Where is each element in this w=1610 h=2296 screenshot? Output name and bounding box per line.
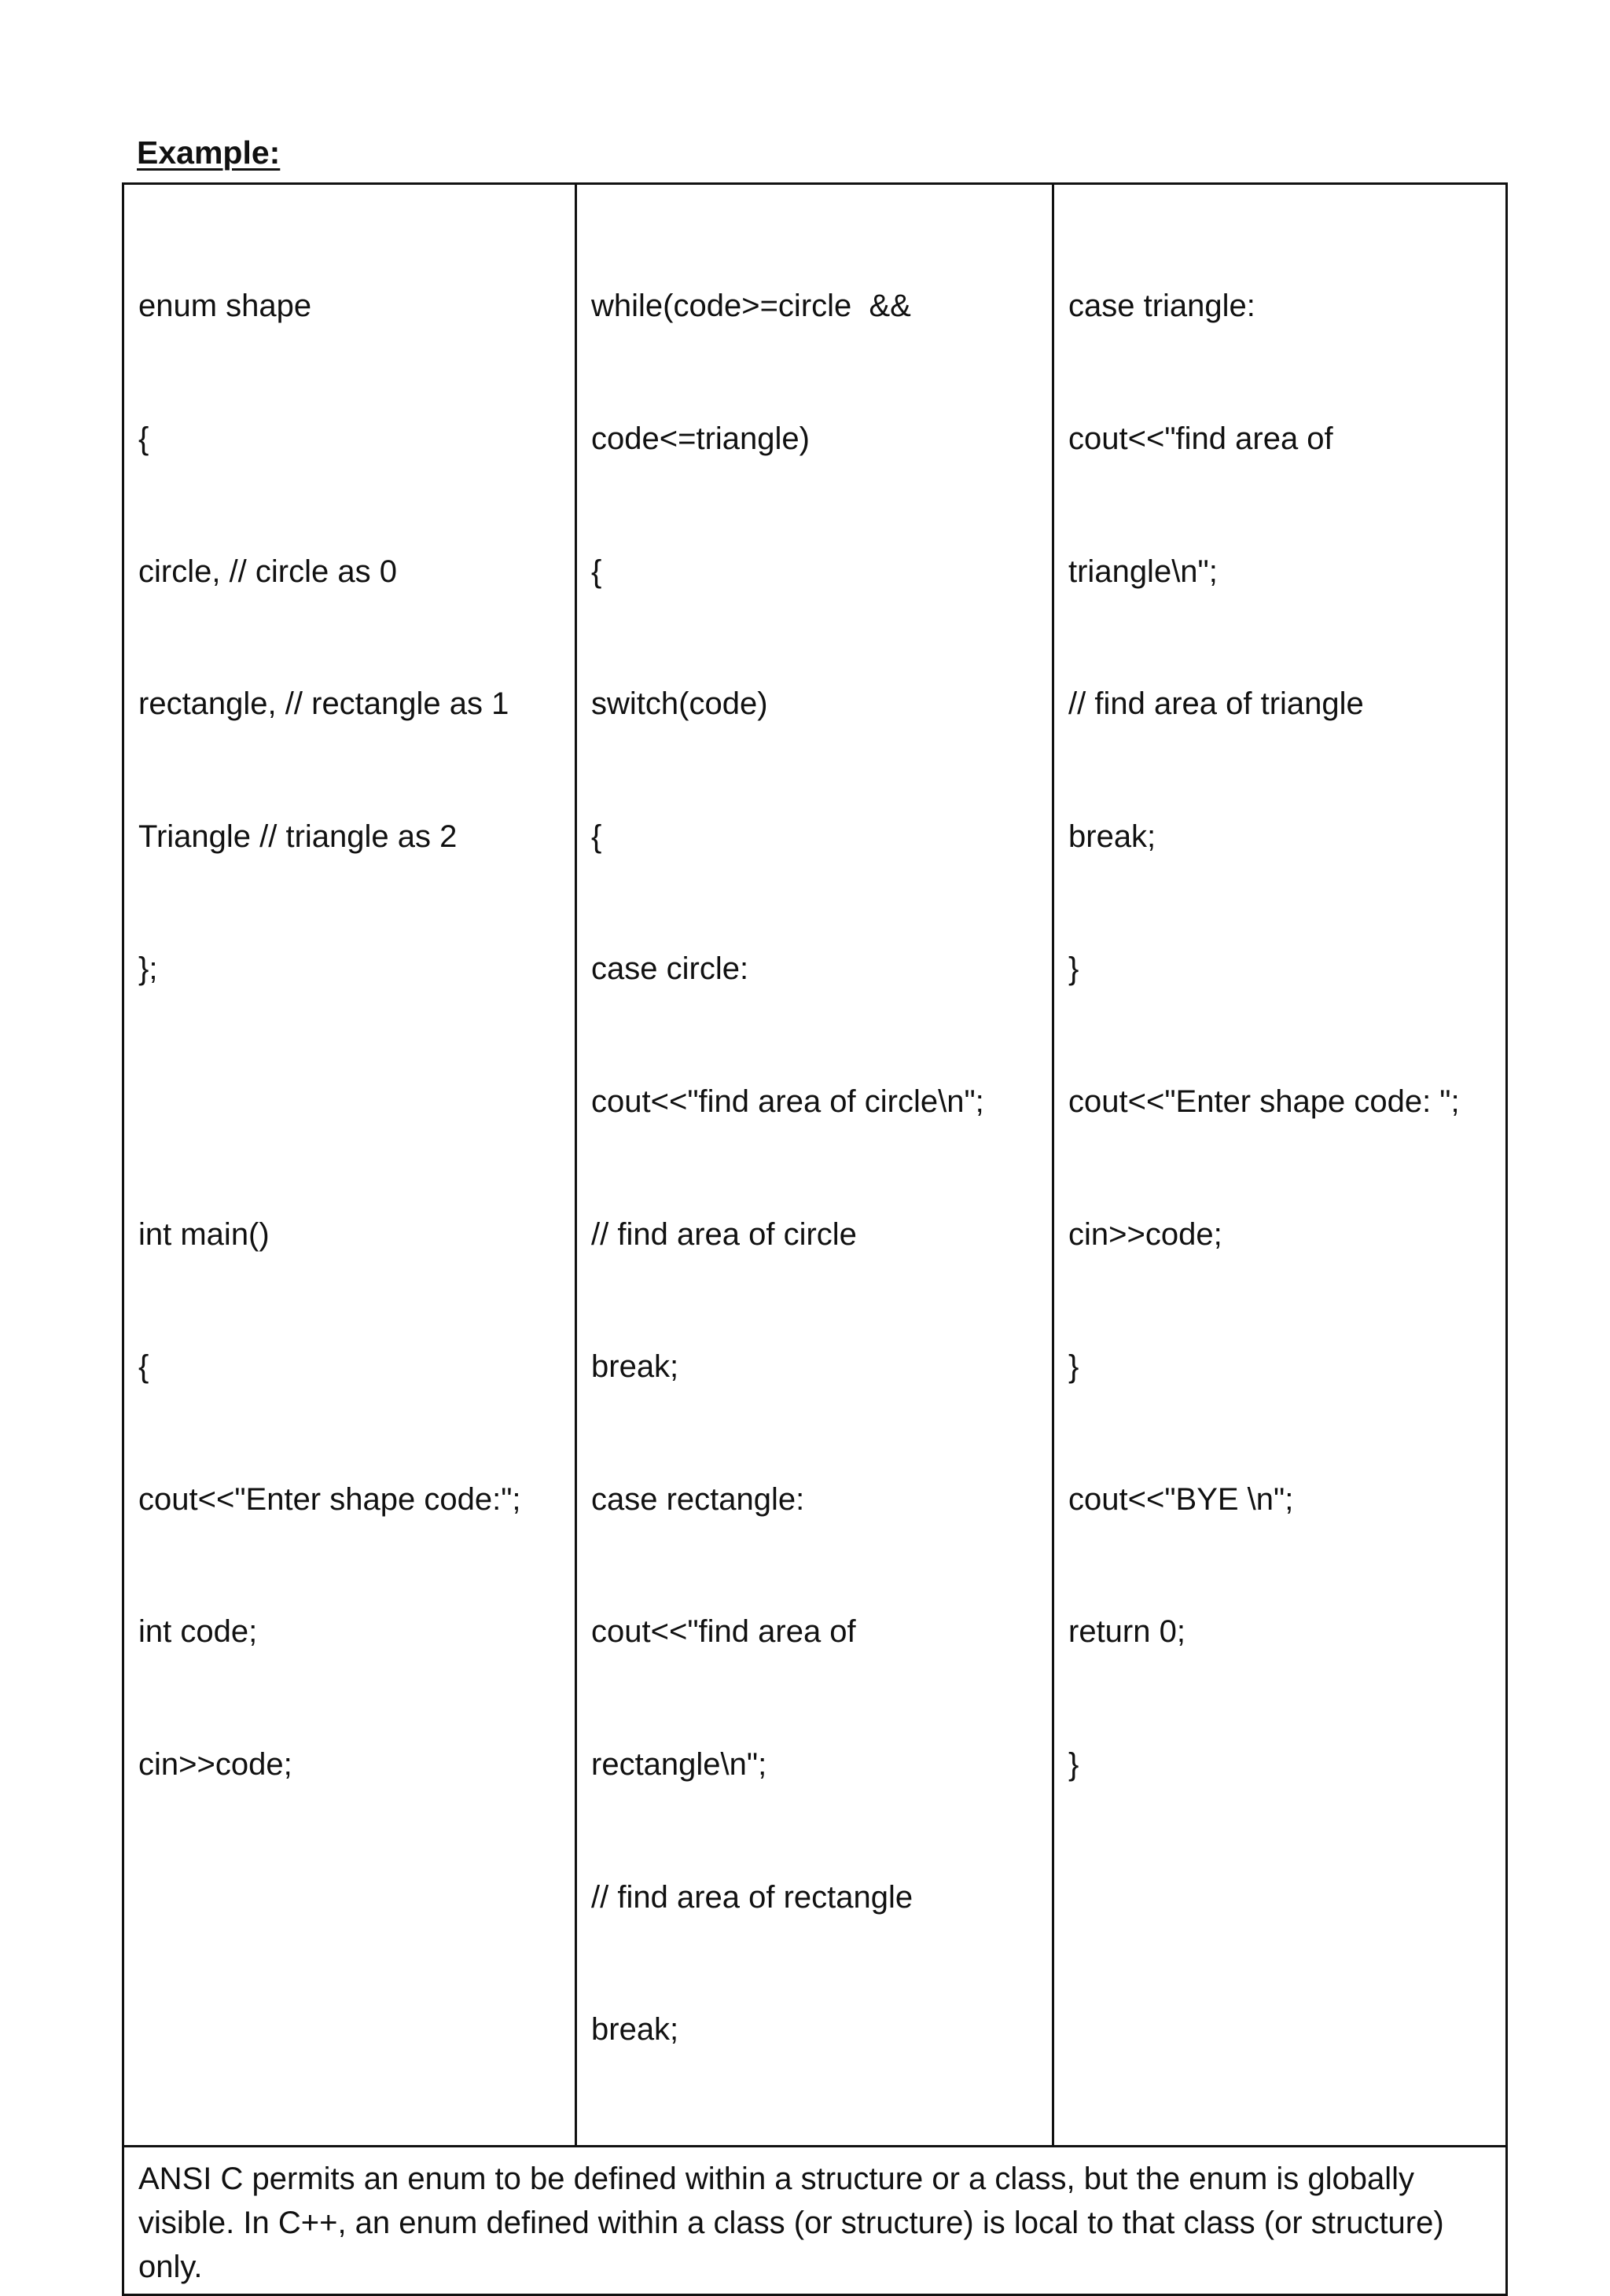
- code-line: {: [591, 819, 602, 854]
- code-line: rectangle, // rectangle as 1: [138, 686, 509, 722]
- example-table: [122, 182, 1508, 2296]
- code-line: cout<<"find area of circle\n";: [591, 1084, 984, 1119]
- code-column-1: [123, 184, 576, 2147]
- code-line: Triangle // triangle as 2: [138, 819, 458, 854]
- code-line: int code;: [138, 1614, 258, 1650]
- code-row: [123, 184, 1507, 2147]
- code-line: }: [1068, 951, 1079, 987]
- note-row: [123, 2146, 1507, 2295]
- code-line: // find area of circle: [591, 1216, 857, 1252]
- code-line: case triangle:: [1068, 289, 1255, 324]
- code-line: return 0;: [1068, 1614, 1185, 1650]
- code-line: break;: [1068, 819, 1156, 854]
- code-line: switch(code): [591, 686, 768, 722]
- code-line: {: [591, 554, 602, 589]
- note-text: ANSI C permits an enum to be defined within a structure or a class, but the enum is globally visible. In C++, an enum defined within a class (or structure) is local to that class (or structure) only.: [123, 2146, 1507, 2295]
- code-line: cin>>code;: [138, 1746, 292, 1782]
- code-line: // find area of triangle: [1068, 686, 1364, 722]
- code-line: cout<<"Enter shape code:";: [138, 1481, 521, 1517]
- code-line: cout<<"BYE \n";: [1068, 1481, 1294, 1517]
- code-line: enum shape: [138, 289, 312, 324]
- code-line-blank: [138, 1080, 561, 1124]
- code-line: case rectangle:: [591, 1481, 805, 1517]
- code-line: }: [1068, 1349, 1079, 1385]
- code-line: cout<<"Enter shape code: ";: [1068, 1084, 1460, 1119]
- code-line: {: [138, 421, 149, 456]
- code-line: }: [1068, 1746, 1079, 1782]
- code-column-3: [1053, 184, 1507, 2147]
- code-line: cin>>code;: [1068, 1216, 1222, 1252]
- code-column-2: [576, 184, 1053, 2147]
- code-line: // find area of rectangle: [591, 1879, 913, 1915]
- code-line: };: [138, 951, 158, 987]
- code-line: triangle\n";: [1068, 554, 1218, 589]
- code-line: cout<<"find area of: [591, 1614, 856, 1650]
- code-line: int main(): [138, 1216, 270, 1252]
- code-line: cout<<"find area of: [1068, 421, 1333, 456]
- code-line: code<=triangle): [591, 421, 810, 456]
- code-line: break;: [591, 2012, 679, 2048]
- code-line: break;: [591, 1349, 679, 1385]
- code-line: circle, // circle as 0: [138, 554, 397, 589]
- code-line: case circle:: [591, 951, 749, 987]
- code-line: while(code>=circle &&: [591, 289, 911, 324]
- code-line: rectangle\n";: [591, 1746, 767, 1782]
- code-line: {: [138, 1349, 149, 1385]
- example-heading: Example:: [137, 134, 281, 171]
